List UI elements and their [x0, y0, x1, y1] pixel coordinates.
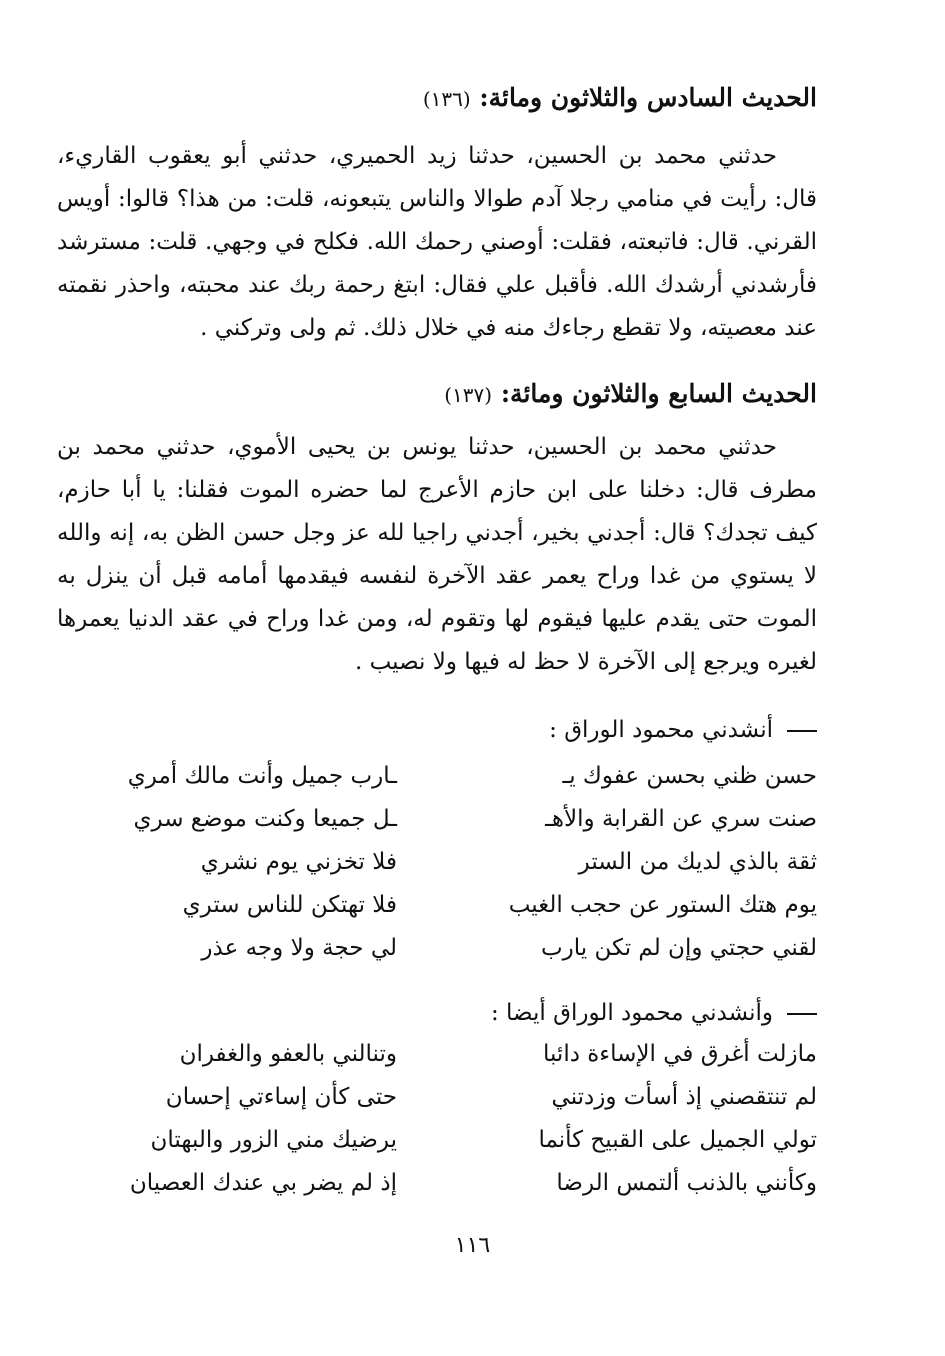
- verse-first-hemistich: يوم هتك الستور عن حجب الغيب: [508, 892, 817, 918]
- verse-first-hemistich: صنت سري عن القرابة والأهـ: [545, 806, 817, 832]
- verse: [117, 1162, 817, 1205]
- hadith-136-heading: [117, 78, 817, 119]
- poem-2-intro: [491, 993, 817, 1033]
- hadith-137-number: (١٣٧): [444, 383, 493, 407]
- verse-first-hemistich: حسن ظني بحسن عفوك يـ: [562, 763, 817, 789]
- hadith-136-title: الحديث السادس والثلاثون ومائة:: [479, 83, 817, 112]
- poem-1: [117, 755, 817, 970]
- verse-second-hemistich: إذ لم يضر بي عندك العصيان: [129, 1170, 397, 1196]
- verse-first-hemistich: مازلت أغرق في الإساءة دائبا: [542, 1041, 817, 1067]
- verse-second-hemistich: ـارب جميل وأنت مالك أمري: [127, 763, 397, 789]
- verse: [117, 884, 817, 927]
- verse-second-hemistich: لي حجة ولا وجه عذر: [201, 935, 397, 961]
- verse: [117, 841, 817, 884]
- poem-1-intro: [549, 710, 817, 750]
- verse-first-hemistich: ثقة بالذي لديك من الستر: [578, 849, 817, 875]
- verse-first-hemistich: لم تنتقصني إذ أسأت وزدتني: [551, 1084, 817, 1110]
- hadith-137-title: الحديث السابع والثلاثون ومائة:: [500, 379, 817, 408]
- verse-second-hemistich: فلا تخزني يوم نشري: [200, 849, 397, 875]
- hadith-136-number: (١٣٦): [422, 87, 471, 111]
- verse-first-hemistich: لقني حجتي وإن لم تكن يارب: [541, 935, 817, 961]
- hadith-137-text-block: [57, 426, 817, 684]
- dash-mark: [787, 1013, 817, 1015]
- poem-2-intro-text: وأنشدني محمود الوراق أيضا :: [490, 1000, 773, 1026]
- hadith-137-heading: [117, 374, 817, 415]
- verse-second-hemistich: فلا تهتكن للناس ستري: [182, 892, 397, 918]
- verse-second-hemistich: وتنالني بالعفو والغفران: [179, 1041, 397, 1067]
- verse: [117, 1076, 817, 1119]
- hadith-136-text-block: [57, 135, 817, 350]
- verse: [117, 1033, 817, 1076]
- hadith-137-text: حدثني محمد بن الحسين، حدثنا يونس بن يحيى الأموي، حدثني محمد بن مطرف قال: دخلنا على ابن حازم الأعرج لما حضره الموت فقلنا: يا أبا حازم، كيف تجدك؟ قال: أجدني بخير، أجدني راجيا لله عز وجل حسن الظن به، إنه والله لا يستوي من غدا وراح يعمر عقد الآخرة لنفسه فيقدمها أمامه قبل أن ينزل به الموت حتى يقدم عليها فيقوم لها وتقوم له، ومن غدا وراح في عقد الدنيا يعمرها لغيره ويرجع إلى الآخرة لا حظ له فيها ولا نصيب .: [57, 434, 817, 675]
- verse: [117, 755, 817, 798]
- page-number: ١١٦: [454, 1233, 491, 1258]
- verse-second-hemistich: ـل جميعا وكنت موضع سري: [133, 806, 397, 832]
- verse-second-hemistich: يرضيك مني الزور والبهتان: [150, 1127, 397, 1153]
- verse-first-hemistich: وكأنني بالذنب ألتمس الرضا: [556, 1170, 817, 1196]
- poem-2: [117, 1033, 817, 1205]
- dash-mark: [787, 730, 817, 732]
- verse: [117, 927, 817, 970]
- verse: [117, 1119, 817, 1162]
- verse-first-hemistich: تولي الجميل على القبيح كأنما: [538, 1127, 817, 1153]
- verse: [117, 798, 817, 841]
- verse-second-hemistich: حتى كأن إساءتي إحسان: [165, 1084, 397, 1110]
- poem-1-intro-text: أنشدني محمود الوراق :: [549, 717, 773, 743]
- hadith-136-text: حدثني محمد بن الحسين، حدثنا زيد الحميري، حدثني أبو يعقوب القاريء، قال: رأيت في منامي رجلا آدم طوالا والناس يتبعونه، قلت: من هذا؟ قالوا: أويس القرني. قال: فاتبعته، فقلت: أوصني رحمك الله. فكلح في وجهي. قلت: مسترشد فأرشدني أرشدك الله. فأقبل علي فقال: ابتغ رحمة ربك عند محبته، واحذر نقمته عند معصيته، ولا تقطع رجاءك منه في خلال ذلك. ثم ولى وتركني .: [57, 143, 817, 341]
